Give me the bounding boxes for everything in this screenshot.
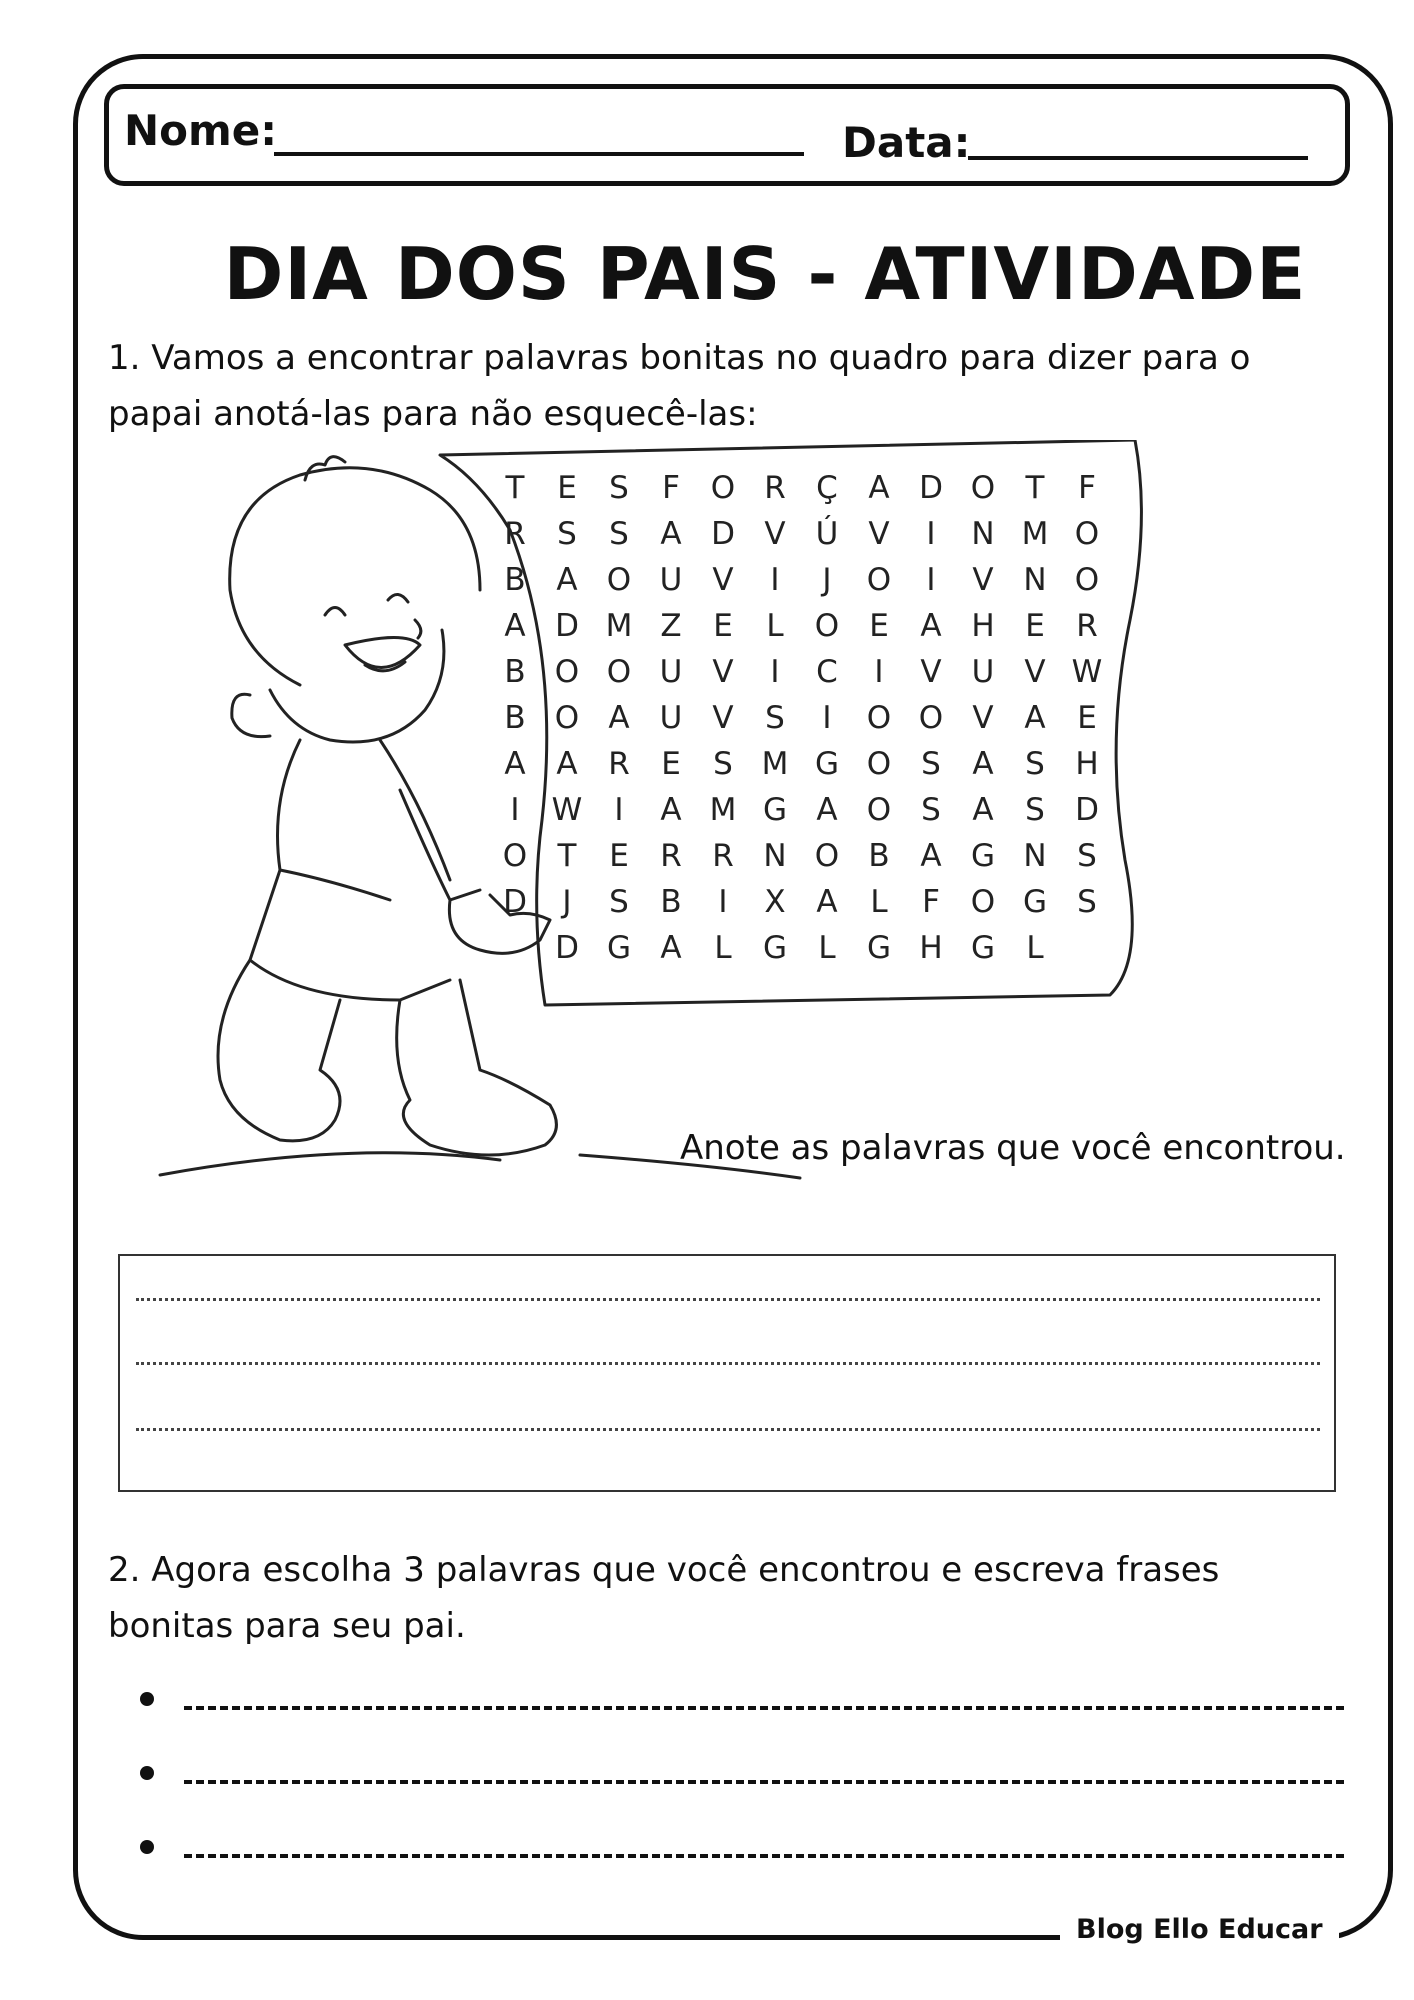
grid-letter: R <box>764 470 786 506</box>
grid-letter: O <box>554 654 580 690</box>
grid-letter: U <box>659 700 683 736</box>
grid-letter: A <box>660 792 682 828</box>
grid-letter: O <box>814 838 840 874</box>
grid-letter: S <box>609 470 629 506</box>
grid-letter: O <box>866 792 892 828</box>
question-1: 1. Vamos a encontrar palavras bonitas no quadro para dizer para o papai anotá-las para não esquecê-las: <box>108 338 1251 434</box>
grid-letter: S <box>1077 838 1097 874</box>
grid-letter: B <box>504 700 526 736</box>
grid-letter: A <box>1024 700 1046 736</box>
grid-letter: R <box>712 838 734 874</box>
grid-letter: D <box>555 930 579 966</box>
grid-letter: W <box>551 792 583 828</box>
grid-letter: V <box>920 654 942 690</box>
grid-letter: V <box>712 654 734 690</box>
grid-letter: A <box>816 884 838 920</box>
grid-letter: A <box>608 700 630 736</box>
grid-letter: A <box>504 608 526 644</box>
grid-letter: G <box>1022 884 1048 920</box>
grid-letter: V <box>972 700 994 736</box>
grid-letter: J <box>562 884 572 920</box>
grid-letter: G <box>866 930 892 966</box>
grid-letter: X <box>764 884 786 920</box>
grid-letter: A <box>920 838 942 874</box>
grid-letter: L <box>714 930 732 966</box>
grid-letter: H <box>919 930 943 966</box>
grid-letter: R <box>1076 608 1098 644</box>
grid-letter: N <box>1023 562 1047 598</box>
header-box <box>104 84 1350 186</box>
grid-letter: D <box>1075 792 1099 828</box>
grid-letter: V <box>764 516 786 552</box>
grid-letter: O <box>970 884 996 920</box>
grid-letter: C <box>816 654 838 690</box>
grid-letter: O <box>1074 562 1100 598</box>
grid-letter: G <box>762 930 788 966</box>
grid-letter: E <box>869 608 889 644</box>
grid-letter: A <box>660 516 682 552</box>
bullet-icon <box>140 1692 154 1706</box>
grid-letter: H <box>971 608 995 644</box>
grid-letter: M <box>1021 516 1049 552</box>
grid-letter: A <box>504 746 526 782</box>
grid-letter: S <box>713 746 733 782</box>
grid-letter: V <box>1024 654 1046 690</box>
grid-letter: G <box>762 792 788 828</box>
grid-letter: O <box>1074 516 1100 552</box>
grid-letter: N <box>971 516 995 552</box>
grid-letter: O <box>970 470 996 506</box>
grid-letter: A <box>920 608 942 644</box>
answer-line-2[interactable] <box>136 1362 1320 1365</box>
write-line[interactable] <box>184 1780 1344 1784</box>
grid-letter: D <box>919 470 943 506</box>
grid-letter: O <box>918 700 944 736</box>
grid-letter: I <box>770 562 780 598</box>
grid-letter: S <box>1025 746 1045 782</box>
grid-letter: I <box>614 792 624 828</box>
grid-letter: E <box>1025 608 1045 644</box>
grid-letter: S <box>1077 884 1097 920</box>
grid-letter: Ú <box>815 516 839 552</box>
boy-holding-board-illustration <box>150 440 1200 1224</box>
grid-letter: R <box>608 746 630 782</box>
sentence-line-2[interactable] <box>136 1754 1346 1794</box>
grid-letter: A <box>816 792 838 828</box>
grid-letter: F <box>922 884 940 920</box>
grid-letter: O <box>554 700 580 736</box>
grid-letter: O <box>710 470 736 506</box>
grid-letter: V <box>868 516 890 552</box>
grid-letter: N <box>1023 838 1047 874</box>
page-title: DIA DOS PAIS - ATIVIDADE <box>223 232 1307 316</box>
grid-letter: S <box>765 700 785 736</box>
grid-letter: I <box>510 792 520 828</box>
grid-letter: R <box>660 838 682 874</box>
grid-letter: A <box>972 746 994 782</box>
grid-letter: M <box>605 608 633 644</box>
grid-letter: A <box>660 930 682 966</box>
grid-letter: V <box>712 562 734 598</box>
grid-letter: G <box>606 930 632 966</box>
grid-letter: T <box>557 838 577 874</box>
grid-letter: B <box>868 838 890 874</box>
grid-letter: A <box>556 746 578 782</box>
grid-letter: O <box>814 608 840 644</box>
grid-letter: I <box>926 562 936 598</box>
grid-letter: B <box>504 654 526 690</box>
grid-letter: I <box>822 700 832 736</box>
grid-letter: O <box>502 838 528 874</box>
grid-letter: H <box>1075 746 1099 782</box>
grid-letter: D <box>555 608 579 644</box>
grid-letter: O <box>866 746 892 782</box>
grid-letter: B <box>504 562 526 598</box>
grid-letter: S <box>921 746 941 782</box>
grid-letter: U <box>659 654 683 690</box>
grid-letter: D <box>503 884 527 920</box>
write-line[interactable] <box>184 1706 1344 1710</box>
grid-letter: M <box>709 792 737 828</box>
grid-letter: O <box>606 562 632 598</box>
sentence-line-1[interactable] <box>136 1680 1346 1720</box>
grid-letter: M <box>761 746 789 782</box>
grid-letter: S <box>609 884 629 920</box>
grid-letter: N <box>763 838 787 874</box>
footer-credit: Blog Ello Educar <box>1060 1914 1339 1945</box>
grid-letter: A <box>972 792 994 828</box>
grid-letter: Z <box>660 608 682 644</box>
grid-letter: A <box>556 562 578 598</box>
answer-box <box>118 1254 1336 1492</box>
grid-letter: A <box>868 470 890 506</box>
bullet-icon <box>140 1766 154 1780</box>
grid-letter: E <box>661 746 681 782</box>
question-2: 2. Agora escolha 3 palavras que você encontrou e escreva frases bonitas para seu pai. <box>108 1550 1220 1646</box>
name-field-line[interactable] <box>274 152 804 156</box>
bullet-icon <box>140 1840 154 1854</box>
grid-letter: J <box>822 562 832 598</box>
grid-letter: S <box>1025 792 1045 828</box>
grid-letter: T <box>505 470 525 506</box>
grid-letter: R <box>504 516 526 552</box>
name-label: Nome: <box>124 106 278 155</box>
grid-letter: I <box>718 884 728 920</box>
annotate-instruction: Anote as palavras que você encontrou. <box>680 1128 1346 1168</box>
grid-letter: D <box>711 516 735 552</box>
grid-letter: L <box>1026 930 1044 966</box>
grid-letter: Ç <box>816 470 838 506</box>
answer-line-1[interactable] <box>136 1298 1320 1301</box>
grid-letter: L <box>766 608 784 644</box>
grid-letter: G <box>970 838 996 874</box>
grid-letter: S <box>609 516 629 552</box>
grid-letter: V <box>972 562 994 598</box>
grid-letter: F <box>1078 470 1096 506</box>
word-search-grid <box>503 470 1103 966</box>
date-field-line[interactable] <box>968 156 1308 160</box>
grid-letter: S <box>557 516 577 552</box>
grid-letter: U <box>971 654 995 690</box>
grid-letter: V <box>712 700 734 736</box>
grid-letter: W <box>1071 654 1103 690</box>
write-line[interactable] <box>184 1854 1344 1858</box>
grid-letter: G <box>970 930 996 966</box>
grid-letter: B <box>660 884 682 920</box>
grid-letter: I <box>770 654 780 690</box>
date-label: Data: <box>842 118 971 167</box>
grid-letter: O <box>866 700 892 736</box>
grid-letter: I <box>926 516 936 552</box>
grid-letter: T <box>1025 470 1045 506</box>
grid-letter: E <box>713 608 733 644</box>
grid-letter: L <box>818 930 836 966</box>
grid-letter: I <box>874 654 884 690</box>
answer-line-3[interactable] <box>136 1428 1320 1431</box>
grid-letter: O <box>866 562 892 598</box>
sentence-line-3[interactable] <box>136 1828 1346 1868</box>
grid-letter: U <box>659 562 683 598</box>
grid-letter: G <box>814 746 840 782</box>
grid-letter: E <box>557 470 577 506</box>
grid-letter: L <box>870 884 888 920</box>
grid-letter: F <box>662 470 680 506</box>
grid-letter: E <box>1077 700 1097 736</box>
grid-letter: E <box>609 838 629 874</box>
grid-letter: S <box>921 792 941 828</box>
grid-letter: O <box>606 654 632 690</box>
